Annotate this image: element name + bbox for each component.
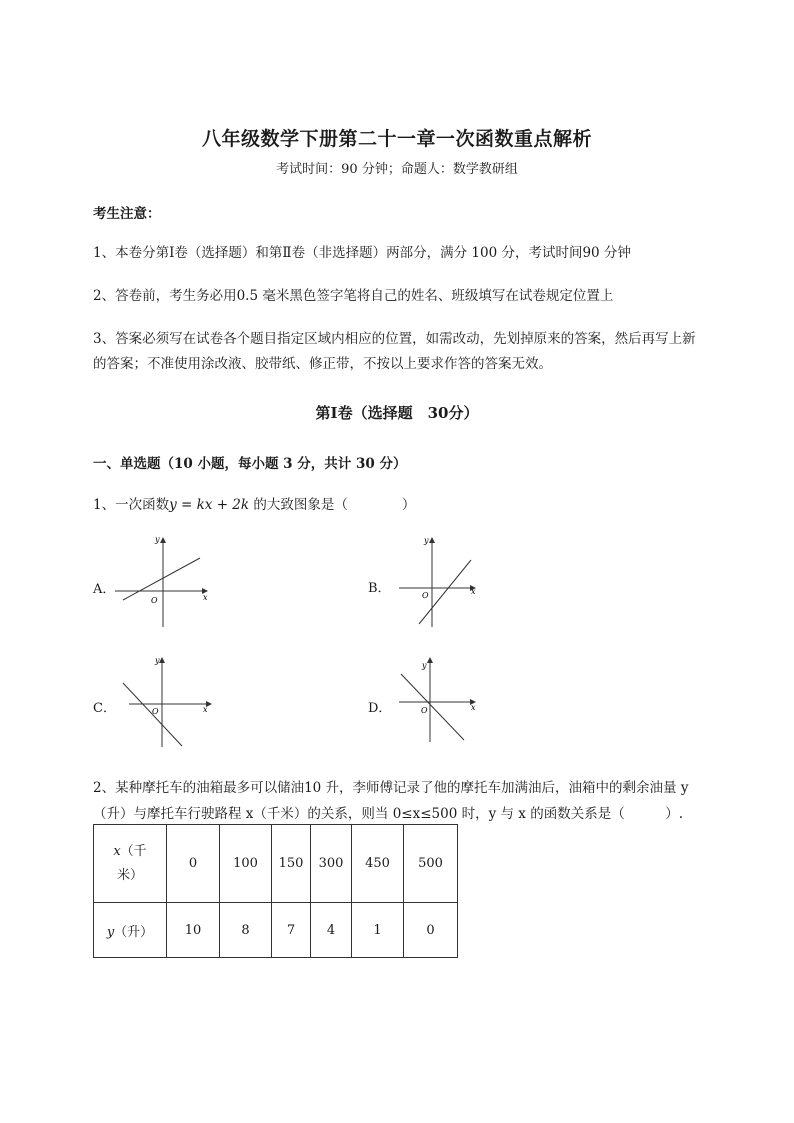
- question-1-formula: y = kx + 2k: [169, 497, 250, 513]
- y-header-unit: （升）: [114, 924, 154, 940]
- table-cell: 450: [352, 825, 404, 903]
- option-c-graph: [115, 652, 225, 752]
- option-a-label: A．: [93, 582, 116, 597]
- table-row: [94, 825, 458, 903]
- option-c-label: C．: [93, 701, 116, 716]
- exam-info: 考试时间：90 分钟；命题人：数学教研组: [276, 162, 518, 177]
- table-cell: 1: [352, 903, 404, 958]
- origin-label: O: [152, 707, 159, 716]
- table-cell: 4: [311, 903, 352, 958]
- question-2-line-2: （升）与摩托车行驶路程 x（千米）的关系，则当 0≤x≤500 时，y 与 x 的函数关系是（ ）.: [93, 806, 683, 822]
- table-row: [94, 903, 458, 958]
- table-cell: 300: [311, 825, 352, 903]
- function-line: [123, 558, 200, 600]
- option-d-graph: [395, 652, 495, 752]
- table-cell: 0: [404, 903, 458, 958]
- data-table: [93, 824, 458, 958]
- table-cell: 500: [404, 825, 458, 903]
- question-1-suffix: 的大致图象是（ ）: [249, 497, 416, 513]
- origin-label: O: [421, 706, 428, 715]
- table-cell: 100: [220, 825, 272, 903]
- x-axis-label: x: [203, 705, 208, 714]
- x-axis-label: x: [203, 593, 208, 602]
- x-header-unit-b: 米）: [116, 867, 143, 883]
- option-b-label: B．: [368, 581, 391, 596]
- origin-label: O: [151, 596, 158, 605]
- y-header-var: y: [106, 924, 115, 940]
- y-axis-label: y: [422, 661, 427, 670]
- notice-item-1: 1、本卷分第Ⅰ卷（选择题）和第Ⅱ卷（非选择题）两部分，满分 100 分，考试时间90 分钟: [93, 245, 631, 261]
- x-axis-label: x: [471, 703, 476, 712]
- function-line: [401, 674, 464, 740]
- table-cell: 150: [272, 825, 311, 903]
- document-title: 八年级数学下册第二十一章一次函数重点解析: [201, 128, 592, 150]
- notice-item-2: 2、答卷前，考生务必用0.5 毫米黑色签字笔将自己的姓名、班级填写在试卷规定位置上: [93, 288, 614, 304]
- table-cell: 7: [272, 903, 311, 958]
- question-2-line-1: 2、某种摩托车的油箱最多可以储油10 升，李师傅记录了他的摩托车加满油后，油箱中的剩余油量 y: [93, 780, 689, 796]
- x-header-unit-a: （千: [120, 843, 147, 859]
- section-title: 第Ⅰ卷（选择题 30分）: [315, 404, 479, 422]
- question-1-prefix: 1、一次函数: [93, 497, 170, 513]
- x-header-var: x: [113, 843, 121, 859]
- option-a-graph: [115, 532, 225, 632]
- x-header-cell: [94, 825, 167, 903]
- notice-item-3-cont: 的答案；不准使用涂改液、胶带纸、修正带，不按以上要求作答的答案无效。: [93, 356, 552, 372]
- question-1: [93, 493, 415, 513]
- option-b-graph: [395, 532, 495, 632]
- table-cell: 10: [167, 903, 220, 958]
- y-header-cell: [94, 903, 167, 958]
- notice-item-3: 3、答案必须写在试卷各个题目指定区域内相应的位置，如需改动，先划掉原来的答案，然后再写上新: [93, 331, 696, 347]
- table-cell: 0: [167, 825, 220, 903]
- origin-label: O: [422, 591, 429, 600]
- option-d-label: D．: [368, 701, 392, 716]
- part-heading: 一、单选题（10 小题，每小题 3 分，共计 30 分）: [93, 456, 407, 472]
- x-axis-label: x: [471, 587, 476, 596]
- notice-heading: 考生注意：: [93, 206, 161, 222]
- y-axis-label: y: [155, 535, 160, 544]
- table-cell: 8: [220, 903, 272, 958]
- y-axis-label: y: [155, 656, 160, 665]
- y-axis-label: y: [424, 536, 429, 545]
